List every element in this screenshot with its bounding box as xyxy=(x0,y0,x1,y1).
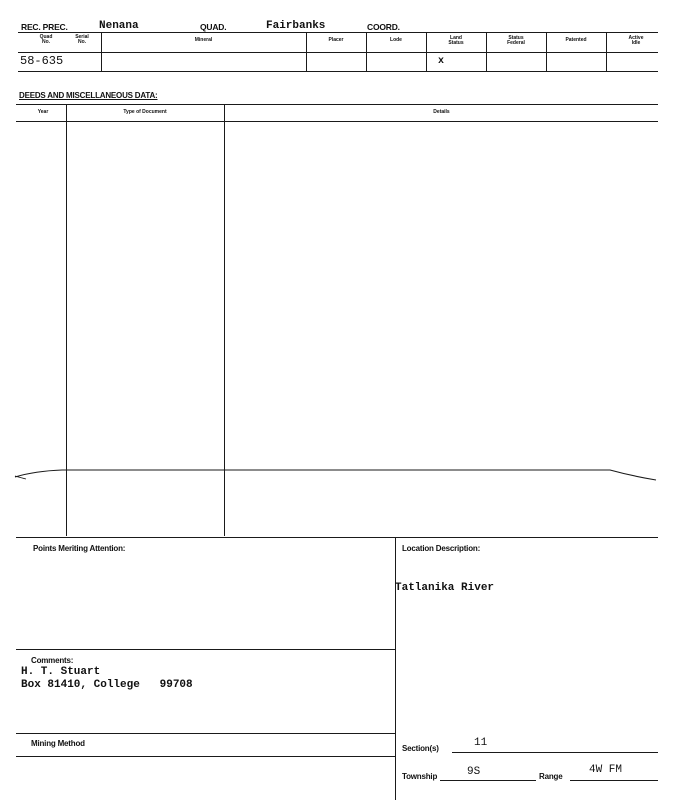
col-patented: Patented xyxy=(565,37,587,43)
quad-label: QUAD. xyxy=(200,22,227,32)
deeds-col-year: Year xyxy=(37,109,49,115)
col-lode: Lode xyxy=(390,37,402,43)
section-underline xyxy=(452,752,658,753)
range-label: Range xyxy=(539,772,563,781)
mining-label: Mining Method xyxy=(31,739,85,748)
location-value: Tatlanika River xyxy=(395,582,495,594)
range-value: 4W FM xyxy=(589,764,623,776)
rec-prec-label: REC. PREC. xyxy=(21,22,68,32)
mining-bottom-rule xyxy=(16,756,395,757)
section-label: Section(s) xyxy=(402,744,439,753)
township-value: 9S xyxy=(467,766,481,778)
comments-line-2: Box 81410, College 99708 xyxy=(21,679,193,691)
coord-label: COORD. xyxy=(367,22,400,32)
range-underline xyxy=(570,780,658,781)
col-serial-no: Serial No. xyxy=(75,34,89,45)
deeds-col-details: Details xyxy=(433,109,450,115)
col-land-status: Land Status xyxy=(448,35,464,46)
location-label: Location Description: xyxy=(402,544,481,553)
comments-line-1: H. T. Stuart xyxy=(21,666,101,678)
header-top-rule xyxy=(18,32,658,33)
col-quad-no: Quad No. xyxy=(39,34,53,45)
mining-top-rule xyxy=(16,733,395,734)
quad-no-value: 58-635 xyxy=(20,54,64,68)
comments-top-rule xyxy=(16,649,395,650)
deeds-top-rule xyxy=(16,104,658,105)
rec-prec-value: Nenana xyxy=(99,20,139,32)
quad-value: Fairbanks xyxy=(266,20,326,32)
row-bottom-rule xyxy=(18,71,658,72)
comments-label: Comments: xyxy=(31,656,74,665)
col-mineral: Mineral xyxy=(194,37,213,43)
lower-top-rule xyxy=(16,537,658,538)
page-crease xyxy=(0,460,678,490)
column-header-rule xyxy=(18,52,658,53)
col-placer: Placer xyxy=(328,37,344,43)
col-active-idle: Active Idle xyxy=(628,35,644,46)
deeds-header-rule xyxy=(16,121,658,122)
township-underline xyxy=(440,780,536,781)
section-value: 11 xyxy=(474,737,488,749)
deeds-col-type: Type of Document xyxy=(123,109,167,115)
lower-center-divider xyxy=(395,538,396,800)
deeds-title: DEEDS AND MISCELLANEOUS DATA: xyxy=(19,91,158,100)
points-label: Points Meriting Attention: xyxy=(33,544,126,553)
land-status-mark: x xyxy=(438,56,445,67)
col-status-federal: Status Federal xyxy=(507,35,525,46)
township-label: Township xyxy=(402,772,438,781)
